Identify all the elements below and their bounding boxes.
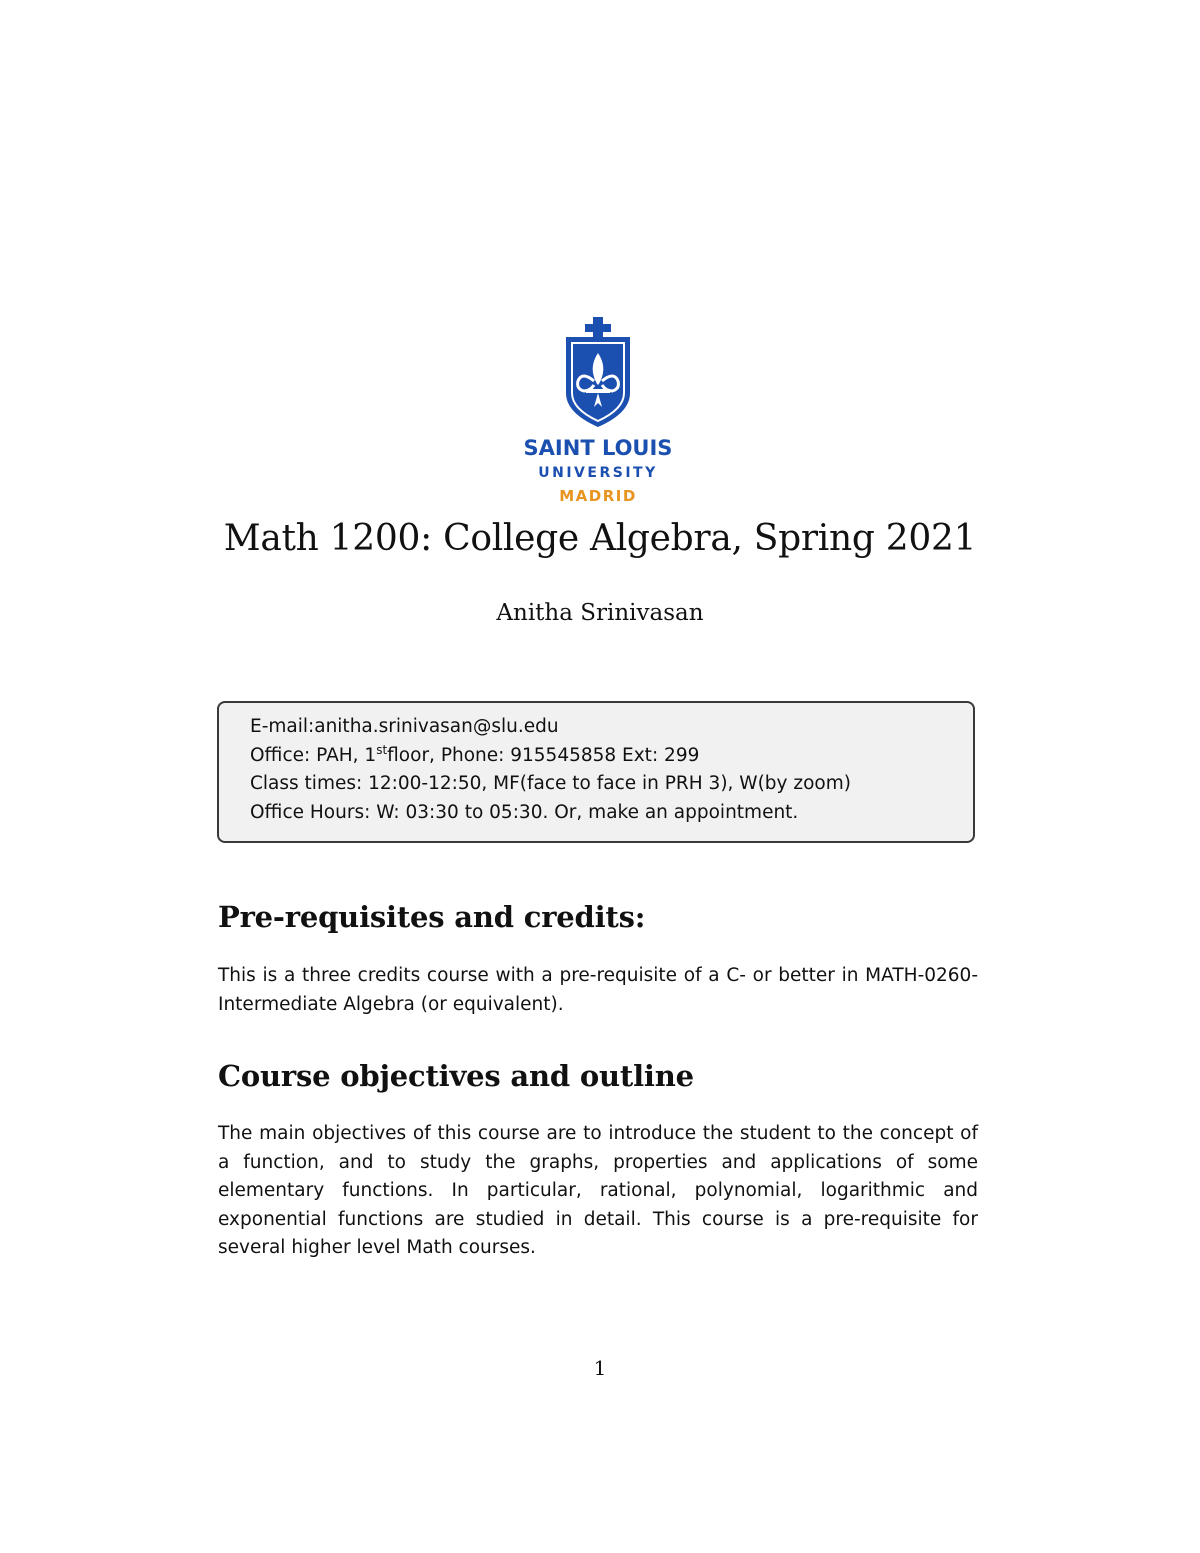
office-rest: floor, Phone: 915545858 Ext: 299	[387, 744, 700, 766]
document-title: Math 1200: College Algebra, Spring 2021	[223, 518, 977, 559]
prerequisites-heading: Pre-requisites and credits:	[218, 900, 646, 934]
logo-line-2: UNIVERSITY	[538, 465, 658, 481]
class-times-line: Class times: 12:00-12:50, MF(face to face in PRH 3), W(by zoom)	[250, 773, 851, 794]
office-line	[250, 742, 973, 771]
objectives-paragraph: The main objectives of this course are to introduce the student to the concept of a function, and to study the graphs, properties and applications of some elementary functions. In particular, rational, polynomial, logarithmic and exponential functions are studied in detail. This course is a pre-requisite for several higher level Math courses.	[218, 1123, 978, 1258]
prerequisites-paragraph: This is a three credits course with a pre-requisite of a C- or better in MATH-0260-Intermediate Algebra (or equivalent).	[218, 965, 978, 1015]
office-ordinal: st	[376, 742, 388, 757]
fleur-de-lis-shield-icon	[516, 315, 680, 511]
author-name: Anitha Srinivasan	[496, 600, 704, 626]
office-hours-line: Office Hours: W: 03:30 to 05:30. Or, make an appointment.	[250, 801, 799, 823]
logo-line-1: SAINT LOUIS	[523, 436, 673, 460]
university-logo	[516, 315, 680, 511]
objectives-heading: Course objectives and outline	[218, 1059, 694, 1093]
email-line: E-mail:anitha.srinivasan@slu.edu	[250, 716, 559, 737]
contact-info-box	[217, 701, 975, 843]
logo-line-3: MADRID	[559, 487, 637, 505]
page-number: 1	[593, 1356, 607, 1380]
office-prefix: Office: PAH, 1	[250, 744, 377, 766]
